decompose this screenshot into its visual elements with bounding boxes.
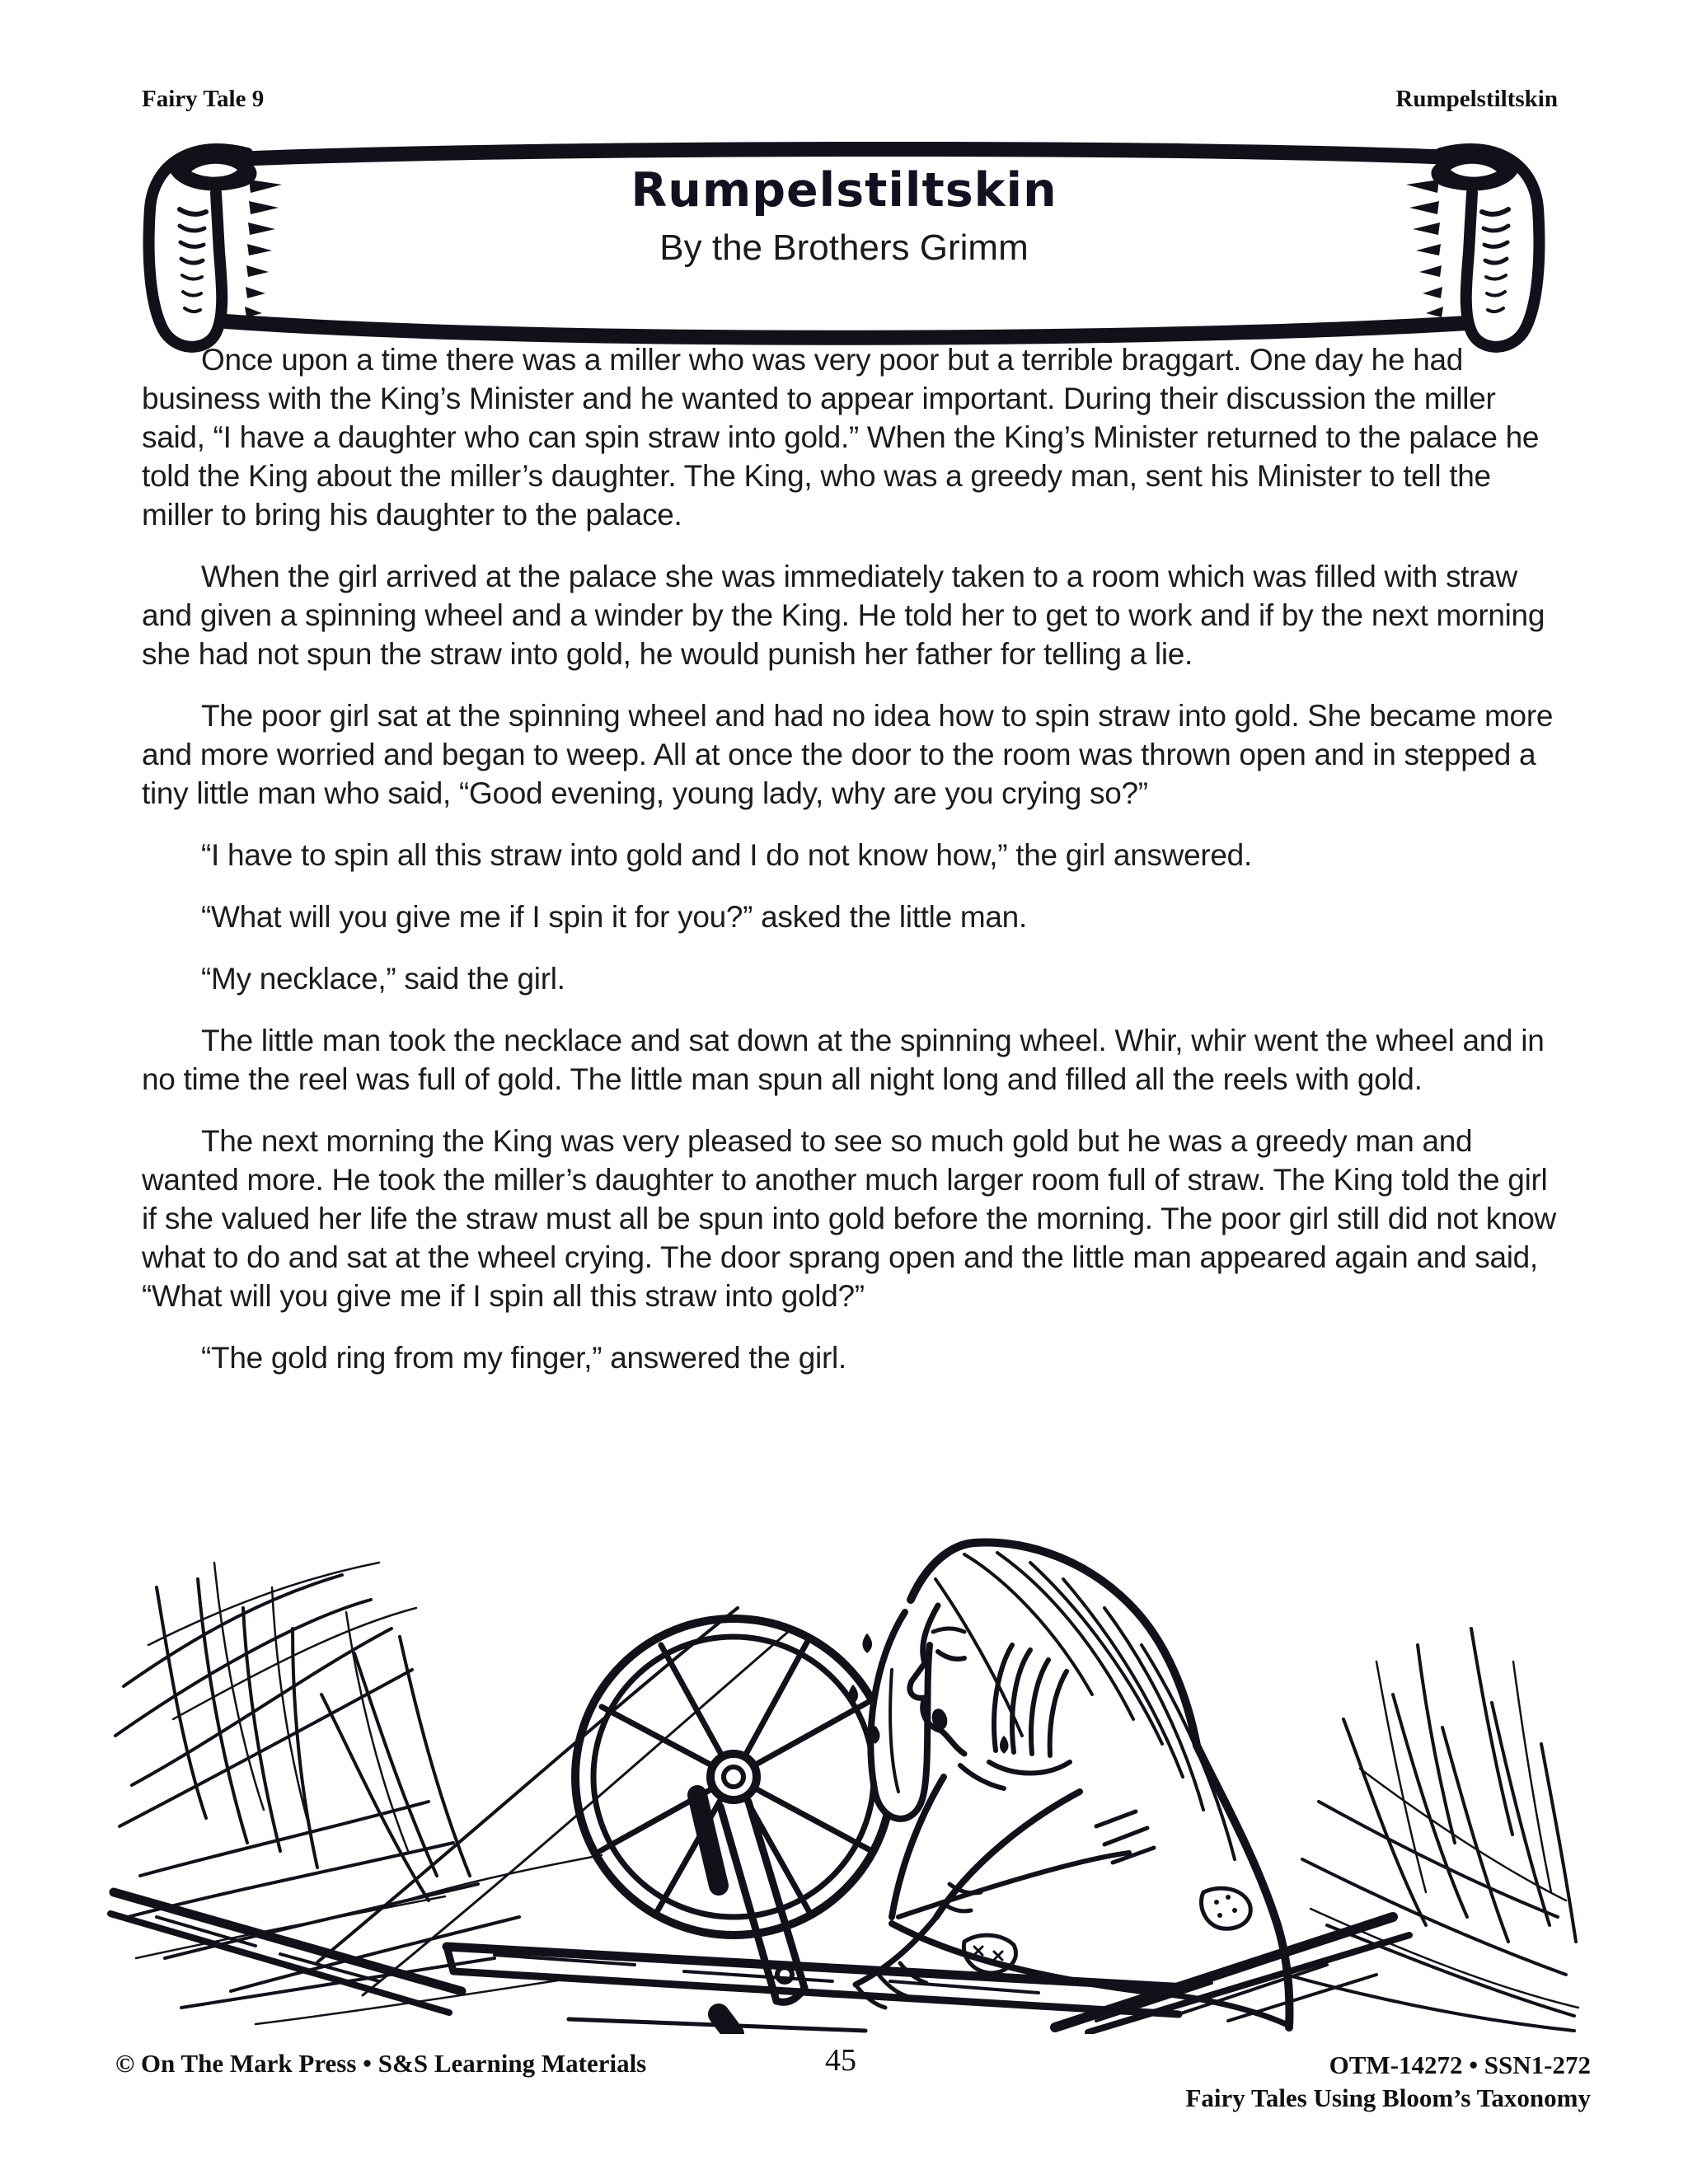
spinning-wheel-drawing xyxy=(107,1530,1584,2034)
story-paragraph: The next morning the King was very pleased to see so much gold but he was a greedy man and wanted more. He took the miller’s daughter to another much larger room full of straw. The King told the girl if she valued her life the straw must all be spun into gold before the morning. The poor girl still did not know what to do and sat at the wheel crying. The door sprang open and the little man appeared again and said, “What will you give me if I spin all this straw into gold?” xyxy=(142,1124,1556,1313)
story-paragraph: “The gold ring from my finger,” answered the girl. xyxy=(201,1341,846,1375)
story-paragraph: The poor girl sat at the spinning wheel and had no idea how to spin straw into gold. She became more and more worried and began to weep. All at once the door to the room was thrown open and in stepped a tiny little man who said, “Good evening, young lady, why are you crying so?” xyxy=(142,699,1554,810)
footer-publisher: © On The Mark Press • S&S Learning Materials xyxy=(115,2049,647,2078)
girl-crying-at-spinning-wheel-illustration xyxy=(107,1530,1584,2034)
story-text xyxy=(142,340,1564,1400)
story-paragraph: When the girl arrived at the palace she was immediately taken to a room which was filled with straw and given a spinning wheel and a winder by the King. He told her to get to work and if by the next morning she had not spun the straw into gold, he would punish her father for telling a lie. xyxy=(142,560,1545,671)
story-paragraph: “I have to spin all this straw into gold and I do not know how,” the girl answered. xyxy=(201,838,1252,872)
story-paragraph: “What will you give me if I spin it for you?” asked the little man. xyxy=(201,900,1027,934)
story-paragraph: Once upon a time there was a miller who was very poor but a terrible braggart. One day he had business with the King’s Minister and he wanted to appear important. During their discussion the miller said, “I have a daughter who can spin straw into gold.” When the King’s Minister returned to the palace he told the King about the miller’s daughter. The King, who was a greedy man, sent his Minister to tell the miller to bring his daughter to the palace. xyxy=(142,343,1540,532)
header-story-label: Rumpelstiltskin xyxy=(1395,86,1558,112)
page-number: 45 xyxy=(825,2043,856,2078)
story-author: By the Brothers Grimm xyxy=(659,227,1029,268)
footer-series-title: Fairy Tales Using Bloom’s Taxonomy xyxy=(1185,2083,1591,2112)
story-paragraph: “My necklace,” said the girl. xyxy=(201,962,565,996)
footer-product-codes xyxy=(1185,2049,1591,2115)
story-paragraph: The little man took the necklace and sat down at the spinning wheel. Whir, whir went the wheel and in no time the reel was full of gold. The little man spun all night long and filled all the reels with gold. xyxy=(142,1024,1545,1096)
story-title: Rumpelstiltskin xyxy=(631,163,1057,218)
scroll-banner xyxy=(125,130,1563,354)
footer-code-line: OTM-14272 • SSN1-272 xyxy=(1329,2050,1591,2079)
header-lesson-label: Fairy Tale 9 xyxy=(142,86,265,112)
